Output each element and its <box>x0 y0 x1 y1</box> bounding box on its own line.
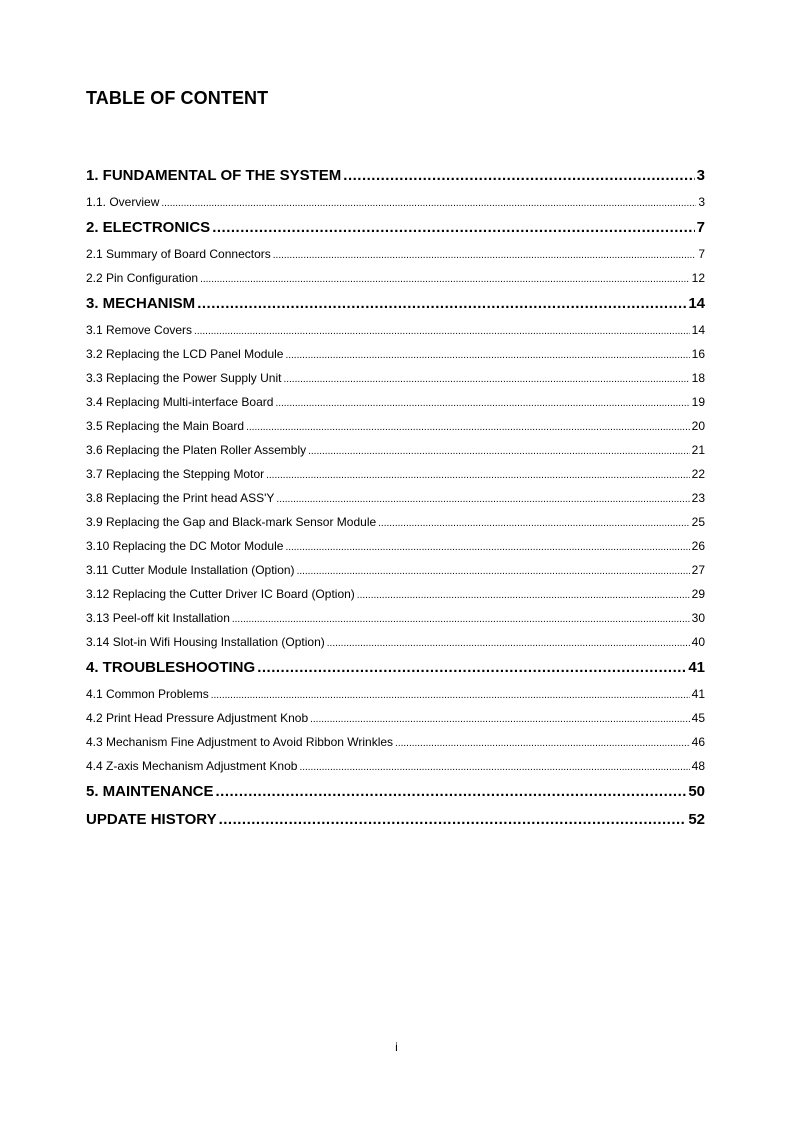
toc-subsection-entry[interactable] <box>86 630 705 654</box>
dot-leader <box>219 806 687 834</box>
toc-entry-page-number: 27 <box>691 563 705 577</box>
dot-leader <box>297 558 690 582</box>
toc-entry-page-number: 41 <box>691 687 705 701</box>
toc-section-entry[interactable] <box>86 290 705 318</box>
toc-entry-label: 1. FUNDAMENTAL OF THE SYSTEM <box>86 167 342 184</box>
toc-entry-label: 3.14 Slot-in Wifi Housing Installation (Option) <box>86 635 325 649</box>
toc-subsection-entry[interactable] <box>86 342 705 366</box>
dot-leader <box>194 318 690 342</box>
dot-leader <box>285 342 689 366</box>
dot-leader <box>200 266 690 290</box>
dot-leader <box>212 214 694 242</box>
dot-leader <box>232 606 690 630</box>
toc-entry-label: 2.1 Summary of Board Connectors <box>86 247 271 261</box>
toc-subsection-entry[interactable] <box>86 242 705 266</box>
toc-entry-label: 2. ELECTRONICS <box>86 219 211 236</box>
toc-entry-page-number: 40 <box>691 635 705 649</box>
dot-leader <box>310 706 690 730</box>
toc-entry-label: 2.2 Pin Configuration <box>86 271 199 285</box>
toc-entry-label: 4.1 Common Problems <box>86 687 209 701</box>
toc-entry-label: 3.8 Replacing the Print head ASS'Y <box>86 491 275 505</box>
toc-entry-label: 3.12 Replacing the Cutter Driver IC Board (Option) <box>86 587 355 601</box>
toc-entry-page-number: 18 <box>691 371 705 385</box>
toc-subsection-entry[interactable] <box>86 754 705 778</box>
toc-subsection-entry[interactable] <box>86 706 705 730</box>
dot-leader <box>378 510 689 534</box>
toc-subsection-entry[interactable] <box>86 414 705 438</box>
toc-entry-label: UPDATE HISTORY <box>86 811 217 828</box>
dot-leader <box>357 582 690 606</box>
toc-entry-label: 5. MAINTENANCE <box>86 783 214 800</box>
toc-section-entry[interactable] <box>86 778 705 806</box>
toc-subsection-entry[interactable] <box>86 606 705 630</box>
toc-entry-label: 3. MECHANISM <box>86 295 196 312</box>
toc-subsection-entry[interactable] <box>86 462 705 486</box>
toc-subsection-entry[interactable] <box>86 582 705 606</box>
toc-entry-label: 1.1. Overview <box>86 195 160 209</box>
toc-entry-page-number: 45 <box>691 711 705 725</box>
toc-entry-page-number: 12 <box>691 271 705 285</box>
toc-entry-page-number: 7 <box>696 219 705 236</box>
toc-entry-page-number: 16 <box>691 347 705 361</box>
page-number: i <box>395 1040 398 1054</box>
dot-leader <box>246 414 690 438</box>
dot-leader <box>285 534 689 558</box>
toc-entry-label: 4.4 Z-axis Mechanism Adjustment Knob <box>86 759 298 773</box>
toc-entry-label: 3.1 Remove Covers <box>86 323 193 337</box>
toc-entry-page-number: 19 <box>691 395 705 409</box>
toc-entry-label: 3.11 Cutter Module Installation (Option) <box>86 563 295 577</box>
toc-entry-page-number: 30 <box>691 611 705 625</box>
table-of-contents <box>86 162 705 834</box>
toc-subsection-entry[interactable] <box>86 682 705 706</box>
toc-subsection-entry[interactable] <box>86 730 705 754</box>
toc-subsection-entry[interactable] <box>86 534 705 558</box>
dot-leader <box>299 754 689 778</box>
toc-entry-page-number: 48 <box>691 759 705 773</box>
dot-leader <box>211 682 690 706</box>
toc-entry-page-number: 41 <box>688 659 705 676</box>
toc-section-entry[interactable] <box>86 654 705 682</box>
toc-entry-label: 3.4 Replacing Multi-interface Board <box>86 395 274 409</box>
toc-entry-page-number: 29 <box>691 587 705 601</box>
toc-entry-page-number: 46 <box>691 735 705 749</box>
dot-leader <box>395 730 690 754</box>
toc-entry-page-number: 22 <box>691 467 705 481</box>
toc-section-entry[interactable] <box>86 162 705 190</box>
toc-subsection-entry[interactable] <box>86 390 705 414</box>
dot-leader <box>327 630 690 654</box>
toc-entry-label: 3.5 Replacing the Main Board <box>86 419 245 433</box>
toc-entry-page-number: 50 <box>688 783 705 800</box>
dot-leader <box>257 654 686 682</box>
toc-entry-page-number: 3 <box>696 167 705 184</box>
toc-subsection-entry[interactable] <box>86 366 705 390</box>
toc-entry-label: 3.7 Replacing the Stepping Motor <box>86 467 265 481</box>
toc-entry-page-number: 14 <box>688 295 705 312</box>
dot-leader <box>308 438 690 462</box>
toc-section-entry[interactable] <box>86 806 705 834</box>
toc-subsection-entry[interactable] <box>86 190 705 214</box>
toc-subsection-entry[interactable] <box>86 486 705 510</box>
toc-entry-page-number: 26 <box>691 539 705 553</box>
toc-entry-page-number: 14 <box>691 323 705 337</box>
dot-leader <box>216 778 687 806</box>
toc-subsection-entry[interactable] <box>86 438 705 462</box>
toc-entry-label: 3.2 Replacing the LCD Panel Module <box>86 347 284 361</box>
dot-leader <box>197 290 686 318</box>
dot-leader <box>266 462 690 486</box>
toc-entry-page-number: 21 <box>691 443 705 457</box>
toc-subsection-entry[interactable] <box>86 266 705 290</box>
toc-entry-label: 4.2 Print Head Pressure Adjustment Knob <box>86 711 309 725</box>
dot-leader <box>275 390 689 414</box>
toc-subsection-entry[interactable] <box>86 558 705 582</box>
toc-subsection-entry[interactable] <box>86 510 705 534</box>
toc-entry-label: 3.10 Replacing the DC Motor Module <box>86 539 284 553</box>
toc-entry-label: 3.9 Replacing the Gap and Black-mark Sensor Module <box>86 515 377 529</box>
dot-leader <box>276 486 689 510</box>
toc-entry-label: 3.3 Replacing the Power Supply Unit <box>86 371 282 385</box>
toc-section-entry[interactable] <box>86 214 705 242</box>
toc-entry-page-number: 20 <box>691 419 705 433</box>
toc-entry-page-number: 7 <box>698 247 705 261</box>
toc-entry-page-number: 3 <box>698 195 705 209</box>
toc-entry-page-number: 52 <box>688 811 705 828</box>
toc-subsection-entry[interactable] <box>86 318 705 342</box>
toc-entry-page-number: 25 <box>691 515 705 529</box>
toc-entry-page-number: 23 <box>691 491 705 505</box>
dot-leader <box>161 190 696 214</box>
dot-leader <box>273 242 697 266</box>
dot-leader <box>283 366 689 390</box>
toc-entry-label: 4.3 Mechanism Fine Adjustment to Avoid Ribbon Wrinkles <box>86 735 394 749</box>
toc-entry-label: 3.6 Replacing the Platen Roller Assembly <box>86 443 307 457</box>
toc-entry-label: 3.13 Peel-off kit Installation <box>86 611 230 625</box>
page-title: TABLE OF CONTENT <box>86 88 269 108</box>
toc-entry-label: 4. TROUBLESHOOTING <box>86 659 256 676</box>
dot-leader <box>343 162 694 190</box>
